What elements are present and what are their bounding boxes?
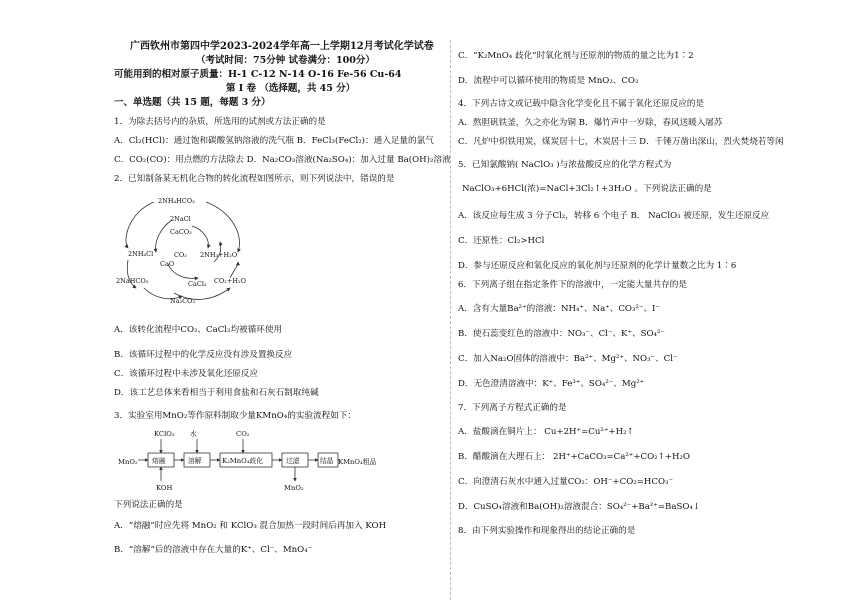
question-2-option-a: A．该转化流程中CO₂、CaCl₂均被循环使用 — [114, 325, 283, 335]
question-3-option-d: D．流程中可以循环使用的物质是 MnO₂、CO₂ — [458, 76, 639, 86]
question-5-options-ab: A．该反应每生成 3 分子Cl₂，转移 6 个电子 B． NaClO₃ 被还原，发生还原反应 — [458, 211, 770, 221]
question-6-option-d: D．无色澄清溶液中：K⁺、Fe³⁺、SO₄²⁻、Mg²⁺ — [458, 379, 645, 389]
cycle-label: CO₂+H₂O — [214, 277, 246, 285]
cycle-label: 2NaHCO₃ — [116, 277, 149, 285]
question-2-option-c: C．该循环过程中未涉及氧化还原反应 — [114, 369, 259, 379]
cycle-label: 2NH₄HCO₃ — [158, 197, 195, 205]
question-1-options-ab: A．Cl₂(HCl)：通过饱和碳酸氢钠溶液的洗气瓶 B．FeCl₃(FeCl₂)：通入足量的氯气 — [114, 136, 434, 146]
question-6-option-c: C．加入Na₂O固体的溶液中：Ba²⁺、Mg²⁺、NO₃⁻、Cl⁻ — [458, 354, 678, 364]
conversion-cycle-diagram — [114, 190, 264, 315]
flow-box-dissolve-label: 溶解 — [188, 457, 202, 465]
arrow-inner-1 — [156, 220, 172, 252]
question-7-option-a: A．盐酸滴在铜片上： Cu+2H⁺=Cu²⁺+H₂↑ — [458, 427, 634, 437]
flow-end: KMnO₄粗品 — [338, 458, 377, 466]
question-2-stem: 2．已知制备某无机化合物的转化流程如图所示，则下列说法中，错误的是 — [114, 174, 395, 184]
flow-input-kclo3: KClO₃ — [154, 430, 175, 438]
question-4-options-cd: C．凡炉中炽铁用炭，煤炭居十七，木炭居十三 D．千锤万凿出深山，烈火焚烧若等闲 — [458, 137, 784, 147]
cycle-label: CO₂ — [174, 251, 187, 259]
cycle-label: CaCl₂ — [188, 280, 207, 288]
question-2-option-d: D．该工艺总体来看相当于利用食盐和石灰石制取纯碱 — [114, 388, 319, 398]
exam-info: （考试时间：75分钟 试卷满分：100分） — [196, 55, 375, 66]
kmno4-flow-diagram — [118, 428, 418, 492]
question-7-stem: 7．下列离子方程式正确的是 — [458, 403, 567, 413]
flow-output-mno2: MnO₂ — [284, 484, 304, 492]
question-5-stem: 5．已知氯酸钠( NaClO₃ )与浓盐酸反应的化学方程式为 — [458, 160, 672, 170]
arrow-outer-5 — [230, 262, 238, 278]
atomic-masses: 可能用到的相对原子质量：H-1 C-12 N-14 O-16 Fe-56 Cu-64 — [114, 69, 402, 80]
question-6-stem: 6．下列离子组在指定条件下的溶液中，一定能大量共存的是 — [458, 280, 687, 290]
flow-box-filter-label: 过滤 — [286, 457, 300, 465]
cycle-label: CaO — [160, 260, 175, 268]
arrow-outer-2 — [206, 202, 240, 252]
flow-input-water: 水 — [190, 430, 197, 438]
question-7-option-d: D．CuSO₄溶液和Ba(OH)₂溶液混合：SO₄²⁻+Ba²⁺=BaSO₄↓ — [458, 502, 701, 512]
cycle-label: Na₂CO₃ — [170, 297, 196, 305]
cycle-label: 2NaCl — [170, 215, 191, 223]
cycle-label: CaCO₃ — [170, 228, 192, 236]
question-1-options-cd: C．CO₂(CO)：用点燃的方法除去 D．Na₂CO₃溶液(Na₂SO₄)：加入过量 Ba(OH)₂溶液 — [114, 155, 451, 165]
arrow-inner-2 — [192, 226, 208, 248]
question-5-equation: NaClO₃+6HCl(浓)=NaCl+3Cl₂↑+3H₂O 。下列说法正确的是 — [462, 184, 712, 194]
question-6-option-b: B．使石蕊变红色的溶液中：NO₃⁻、Cl⁻、K⁺、SO₄²⁻ — [458, 329, 665, 339]
question-6-option-a: A．含有大量Ba²⁺的溶液：NH₄⁺、Na⁺、CO₃²⁻、I⁻ — [458, 304, 660, 314]
question-7-option-c: C．向澄清石灰水中通入过量CO₂：OH⁻+CO₂=HCO₃⁻ — [458, 477, 673, 487]
part-title: 第 I 卷 （选择题，共 45 分） — [226, 83, 356, 94]
question-4-stem: 4．下列古诗文或记载中隐含化学变化且不属于氧化还原反应的是 — [458, 99, 705, 109]
question-5-option-c: C．还原性：Cl₂>HCl — [458, 236, 545, 246]
flow-box-disproportionation-label: K₂MnO₄歧化 — [222, 457, 264, 465]
exam-title: 广西钦州市第四中学2023-2024学年高一上学期12月考试化学试卷 — [130, 41, 434, 52]
question-8-stem: 8．由下列实验操作和现象得出的结论正确的是 — [458, 526, 636, 536]
question-3-stem: 3．实验室用MnO₂等作原料制取少量KMnO₄的实验流程如下： — [114, 411, 357, 421]
section-title: 一、单选题（共 15 题，每题 3 分） — [114, 97, 271, 108]
cycle-label: 2NH₄Cl — [128, 250, 154, 258]
question-4-options-ab: A．熬胆矾铁釜，久之亦化为铜 B．爆竹声中一岁除，春风送暖入屠苏 — [458, 118, 723, 128]
arrow-outer-1 — [126, 202, 154, 248]
flow-input-koh: KOH — [156, 484, 173, 492]
question-3-option-a: A．“熔融”时应先将 MnO₂ 和 KClO₃ 混合加热一段时间后再加入 KOH — [114, 521, 387, 531]
question-1-stem: 1．为除去括号内的杂质，所选用的试剂或方法正确的是 — [114, 117, 326, 127]
column-divider — [450, 40, 451, 600]
flow-start: MnO₂ — [118, 458, 138, 466]
question-7-option-b: B．醋酸滴在大理石上： 2H⁺+CaCO₃=Ca²⁺+CO₂↑+H₂O — [458, 452, 690, 462]
flow-box-crystallize-label: 结晶 — [320, 457, 334, 465]
question-3-prompt: 下列说法正确的是 — [114, 500, 183, 510]
cycle-label: 2NH₃+H₂O — [200, 251, 238, 259]
flow-box-melt-label: 熔融 — [152, 457, 166, 465]
question-3-option-c: C．“K₂MnO₄ 歧化”时氧化剂与还原剂的物质的量之比为1∶2 — [458, 51, 694, 61]
question-2-option-b: B．该循环过程中的化学反应没有涉及置换反应 — [114, 350, 293, 360]
flow-input-co2: CO₂ — [236, 430, 250, 438]
question-3-option-b: B．“溶解”后的溶液中存在大量的K⁺、Cl⁻、MnO₄⁻ — [114, 545, 313, 555]
question-5-option-d: D．参与还原反应和氧化反应的氧化剂与还原剂的化学计量数之比为 1∶6 — [458, 261, 737, 271]
